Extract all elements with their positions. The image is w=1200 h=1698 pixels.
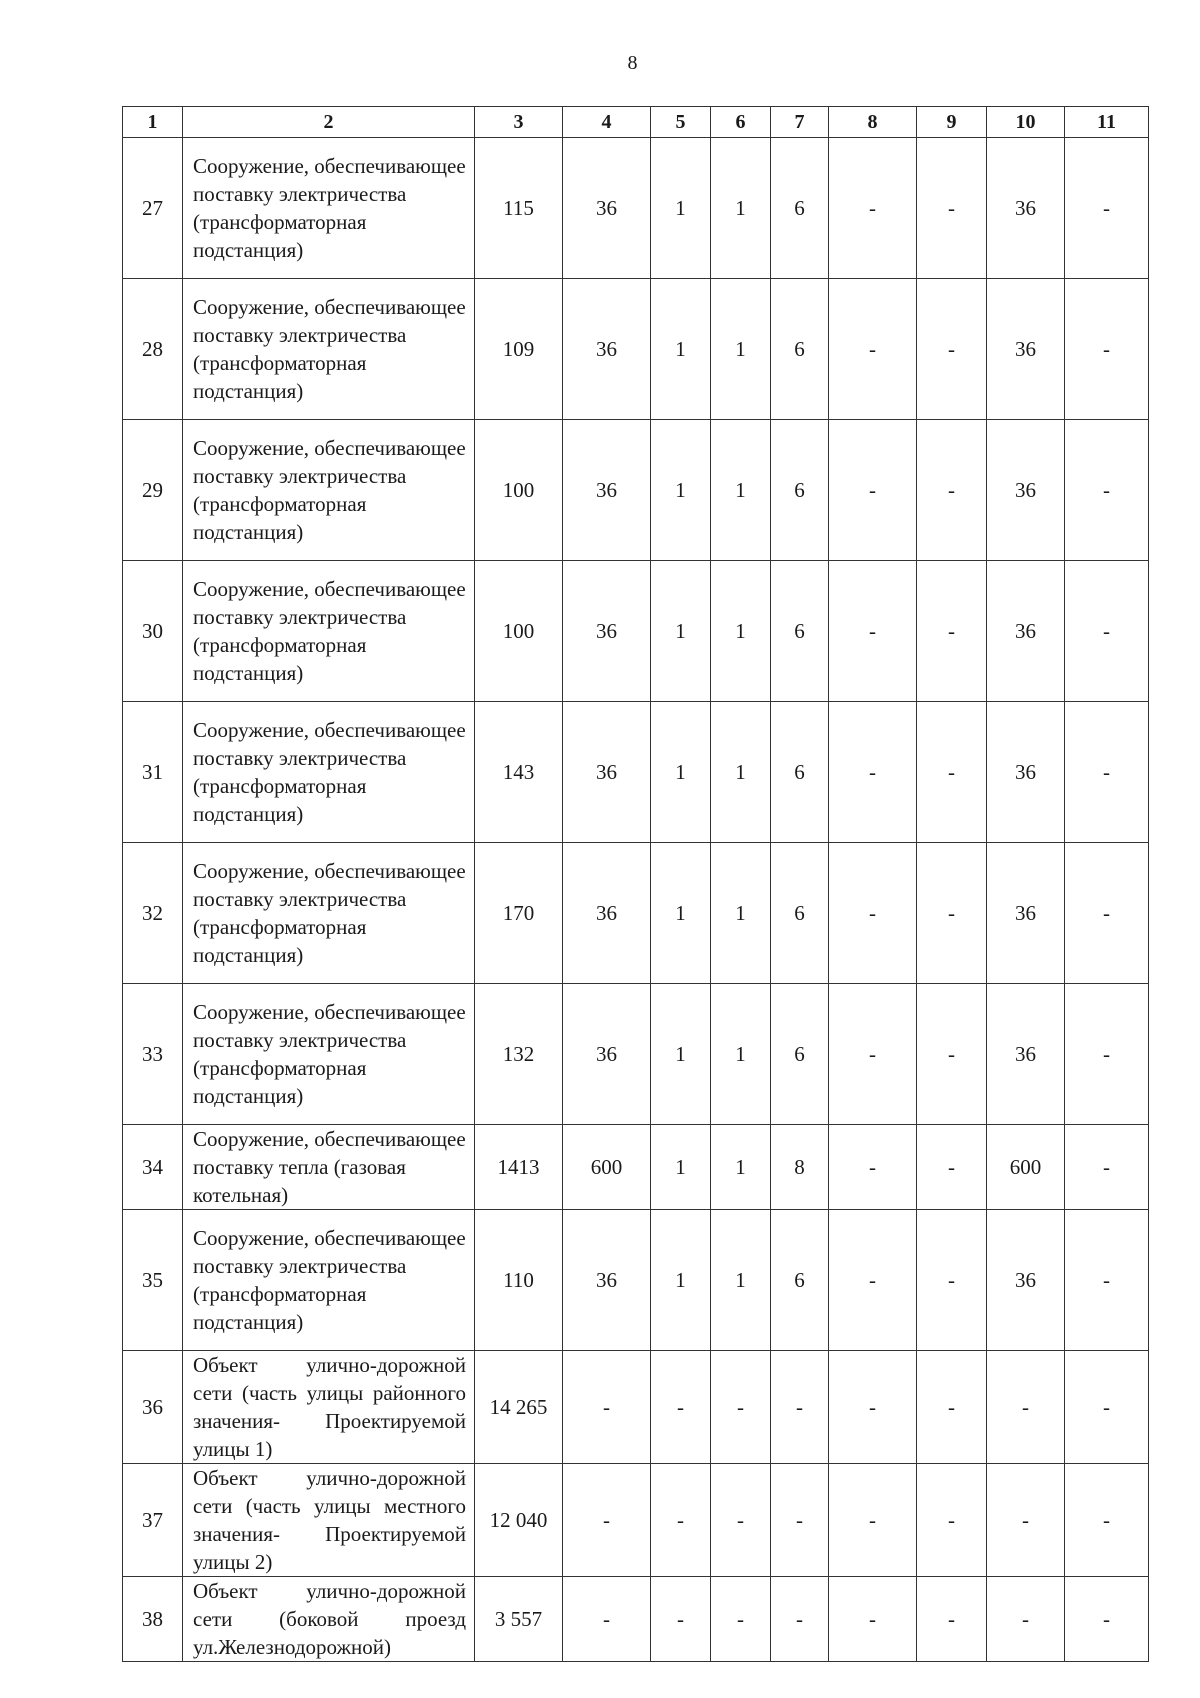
cell: 36 — [563, 984, 651, 1125]
cell: 132 — [475, 984, 563, 1125]
column-header: 8 — [829, 107, 917, 138]
cell: 1 — [711, 561, 771, 702]
cell: - — [987, 1464, 1065, 1577]
cell: 36 — [563, 1210, 651, 1351]
table-row — [123, 984, 1149, 1125]
column-header: 5 — [651, 107, 711, 138]
row-number: 38 — [123, 1577, 183, 1662]
cell: - — [917, 843, 987, 984]
cell: 100 — [475, 420, 563, 561]
cell: 1 — [651, 1125, 711, 1210]
cell: 36 — [563, 279, 651, 420]
row-number: 35 — [123, 1210, 183, 1351]
cell: - — [917, 1125, 987, 1210]
cell: 36 — [987, 702, 1065, 843]
table-row — [123, 702, 1149, 843]
cell: 600 — [987, 1125, 1065, 1210]
cell: 110 — [475, 1210, 563, 1351]
column-header: 10 — [987, 107, 1065, 138]
cell: - — [917, 279, 987, 420]
cell: - — [829, 279, 917, 420]
cell: - — [829, 1351, 917, 1464]
cell: - — [987, 1351, 1065, 1464]
cell: 36 — [987, 420, 1065, 561]
object-name: Сооружение, обеспечивающее поставку электричества (трансформаторная подстанция) — [183, 138, 475, 279]
cell: - — [771, 1577, 829, 1662]
cell: - — [711, 1577, 771, 1662]
cell: 36 — [987, 843, 1065, 984]
object-name: Сооружение, обеспечивающее поставку электричества (трансформаторная подстанция) — [183, 702, 475, 843]
object-name: Сооружение, обеспечивающее поставку электричества (трансформаторная подстанция) — [183, 984, 475, 1125]
cell: 1 — [651, 420, 711, 561]
cell: 6 — [771, 138, 829, 279]
cell: 6 — [771, 1210, 829, 1351]
cell: - — [917, 138, 987, 279]
object-name: Объект улично-дорожной сети (боковой проезд ул.Железнодорожной) — [183, 1577, 475, 1662]
row-number: 33 — [123, 984, 183, 1125]
cell: - — [771, 1464, 829, 1577]
header-row — [123, 107, 1149, 138]
cell: 115 — [475, 138, 563, 279]
cell: - — [1065, 1464, 1149, 1577]
cell: - — [917, 561, 987, 702]
objects-table — [122, 106, 1149, 1662]
cell: 1 — [711, 702, 771, 843]
cell: - — [1065, 420, 1149, 561]
cell: 36 — [563, 138, 651, 279]
object-name: Объект улично-дорожной сети (часть улицы местного значения- Проектируемой улицы 2) — [183, 1464, 475, 1577]
cell: 14 265 — [475, 1351, 563, 1464]
cell: - — [829, 1464, 917, 1577]
object-name: Объект улично-дорожной сети (часть улицы районного значения- Проектируемой улицы 1) — [183, 1351, 475, 1464]
cell: 6 — [771, 279, 829, 420]
cell: - — [1065, 138, 1149, 279]
cell: - — [563, 1464, 651, 1577]
cell: - — [829, 843, 917, 984]
cell: - — [563, 1351, 651, 1464]
cell: 12 040 — [475, 1464, 563, 1577]
cell: 109 — [475, 279, 563, 420]
column-header: 11 — [1065, 107, 1149, 138]
column-header: 2 — [183, 107, 475, 138]
cell: 1 — [651, 561, 711, 702]
table-row — [123, 1351, 1149, 1464]
table-row — [123, 1464, 1149, 1577]
cell: 36 — [987, 561, 1065, 702]
cell: - — [563, 1577, 651, 1662]
cell: 8 — [771, 1125, 829, 1210]
cell: 1 — [651, 702, 711, 843]
cell: - — [651, 1464, 711, 1577]
cell: - — [829, 138, 917, 279]
cell: - — [829, 702, 917, 843]
row-number: 31 — [123, 702, 183, 843]
cell: - — [711, 1464, 771, 1577]
table-row — [123, 279, 1149, 420]
table-row — [123, 561, 1149, 702]
cell: 1 — [711, 1125, 771, 1210]
row-number: 37 — [123, 1464, 183, 1577]
cell: 36 — [563, 420, 651, 561]
cell: 36 — [987, 1210, 1065, 1351]
cell: 36 — [987, 984, 1065, 1125]
table-row — [123, 138, 1149, 279]
object-name: Сооружение, обеспечивающее поставку электричества (трансформаторная подстанция) — [183, 1210, 475, 1351]
table-row — [123, 1577, 1149, 1662]
cell: - — [917, 420, 987, 561]
cell: 6 — [771, 843, 829, 984]
table-row — [123, 1125, 1149, 1210]
cell: - — [1065, 1577, 1149, 1662]
cell: - — [829, 1210, 917, 1351]
cell: - — [711, 1351, 771, 1464]
cell: - — [917, 1351, 987, 1464]
cell: - — [1065, 843, 1149, 984]
cell: - — [917, 1577, 987, 1662]
cell: 600 — [563, 1125, 651, 1210]
column-header: 4 — [563, 107, 651, 138]
cell: - — [829, 984, 917, 1125]
cell: 1 — [711, 1210, 771, 1351]
cell: - — [987, 1577, 1065, 1662]
cell: 6 — [771, 561, 829, 702]
cell: - — [1065, 279, 1149, 420]
cell: 170 — [475, 843, 563, 984]
cell: - — [1065, 1125, 1149, 1210]
cell: - — [1065, 1210, 1149, 1351]
cell: 1 — [711, 420, 771, 561]
cell: 1 — [651, 843, 711, 984]
cell: - — [829, 420, 917, 561]
object-name: Сооружение, обеспечивающее поставку тепла (газовая котельная) — [183, 1125, 475, 1210]
table-row — [123, 420, 1149, 561]
cell: 1 — [651, 984, 711, 1125]
object-name: Сооружение, обеспечивающее поставку электричества (трансформаторная подстанция) — [183, 561, 475, 702]
cell: - — [771, 1351, 829, 1464]
row-number: 32 — [123, 843, 183, 984]
column-header: 9 — [917, 107, 987, 138]
column-header: 1 — [123, 107, 183, 138]
row-number: 34 — [123, 1125, 183, 1210]
object-name: Сооружение, обеспечивающее поставку электричества (трансформаторная подстанция) — [183, 843, 475, 984]
cell: 1 — [651, 1210, 711, 1351]
cell: 100 — [475, 561, 563, 702]
cell: 1 — [711, 138, 771, 279]
row-number: 36 — [123, 1351, 183, 1464]
table-row — [123, 843, 1149, 984]
cell: - — [1065, 561, 1149, 702]
cell: 36 — [563, 843, 651, 984]
row-number: 29 — [123, 420, 183, 561]
object-name: Сооружение, обеспечивающее поставку электричества (трансформаторная подстанция) — [183, 420, 475, 561]
cell: 143 — [475, 702, 563, 843]
cell: - — [917, 1210, 987, 1351]
cell: - — [1065, 1351, 1149, 1464]
cell: - — [1065, 702, 1149, 843]
cell: - — [829, 1125, 917, 1210]
table-row — [123, 1210, 1149, 1351]
cell: 6 — [771, 702, 829, 843]
row-number: 30 — [123, 561, 183, 702]
row-number: 28 — [123, 279, 183, 420]
object-name: Сооружение, обеспечивающее поставку электричества (трансформаторная подстанция) — [183, 279, 475, 420]
cell: 1 — [651, 279, 711, 420]
cell: 1 — [711, 843, 771, 984]
column-header: 6 — [711, 107, 771, 138]
cell: - — [829, 561, 917, 702]
cell: - — [829, 1577, 917, 1662]
cell: 1 — [711, 279, 771, 420]
cell: 1 — [711, 984, 771, 1125]
cell: 6 — [771, 984, 829, 1125]
cell: 3 557 — [475, 1577, 563, 1662]
page-number: 8 — [627, 52, 638, 74]
cell: 36 — [563, 702, 651, 843]
cell: - — [651, 1351, 711, 1464]
cell: - — [917, 702, 987, 843]
cell: 1413 — [475, 1125, 563, 1210]
cell: 36 — [563, 561, 651, 702]
cell: - — [651, 1577, 711, 1662]
cell: - — [917, 1464, 987, 1577]
column-header: 3 — [475, 107, 563, 138]
row-number: 27 — [123, 138, 183, 279]
cell: 36 — [987, 279, 1065, 420]
cell: 1 — [651, 138, 711, 279]
cell: - — [917, 984, 987, 1125]
column-header: 7 — [771, 107, 829, 138]
cell: 6 — [771, 420, 829, 561]
cell: 36 — [987, 138, 1065, 279]
cell: - — [1065, 984, 1149, 1125]
